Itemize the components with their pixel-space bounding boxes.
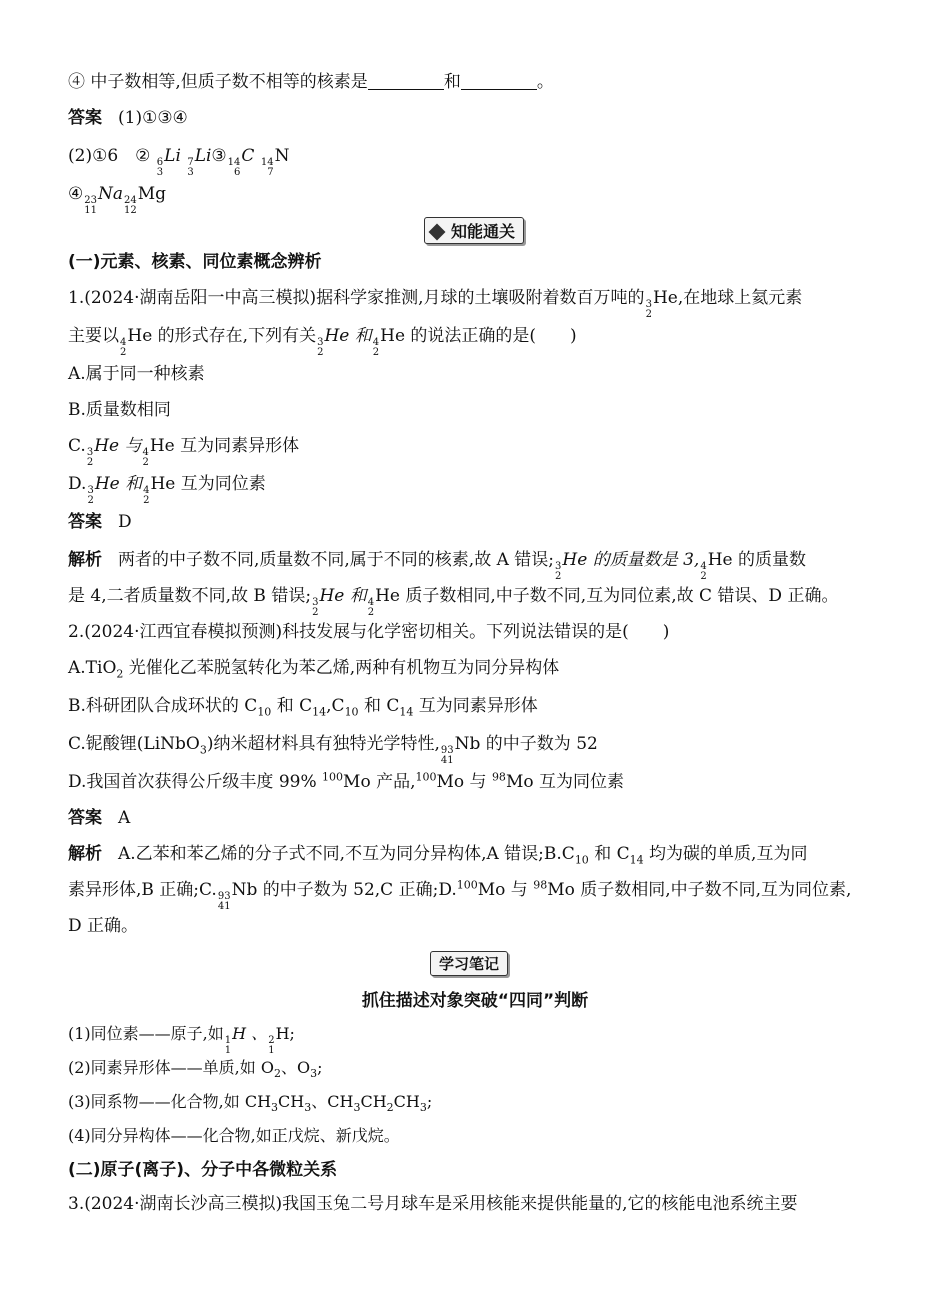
explanation-q2: 解析 A.乙苯和苯乙烯的分子式不同,不互为同分异构体,A 错误$;B.C_{10}$ 和 $C_{14}$ 均为碳的单质,互为同 bbox=[68, 844, 808, 867]
answer-q2: 答案 A bbox=[68, 808, 131, 828]
note-2: (2)同素异形体——单质,如 $O_2$、$O_3$; bbox=[68, 1058, 323, 1081]
explanation-q1-cont: 是 4,二者质量数不同,故 B 错误; 3 2 He 和 4 2 He 质子数相同,中子数不同,互为同位素,故 C 错误、D 正确。 bbox=[68, 586, 839, 618]
explanation-q1: 解析 两者的中子数不同,质量数不同,属于不同的核素,故 A 错误; 3 2 He 的质量数是 3, 4 2 He 的质量数 bbox=[68, 550, 806, 582]
q-part-4: ④ 中子数相等,但质子数不相等的核素是 和 。 bbox=[68, 72, 554, 92]
note-1: (1)同位素——原子,如 1 1 H 、 2 1 H; bbox=[68, 1024, 295, 1056]
notes-tag: 学习笔记 bbox=[430, 951, 508, 976]
section-tag: 知能通关 bbox=[424, 217, 524, 244]
question-1-cont: 主要以 4 2 He 的形式存在,下列有关 3 2 He 和 4 2 He 的说法正确的是( ) bbox=[68, 326, 577, 358]
option-b[interactable]: B.质量数相同 bbox=[68, 400, 171, 420]
answer-label: 答案 bbox=[68, 108, 102, 128]
diamond-icon bbox=[429, 224, 446, 241]
question-1: 1.(2024·湖南岳阳一中高三模拟)据科学家推测,月球的土壤吸附着数百万吨的 3 2 He,在地球上氦元素 bbox=[68, 288, 803, 320]
answer-q1: 答案 D bbox=[68, 512, 132, 532]
option-c[interactable]: C.铌酸锂(LiNbO$_3$)纳米超材料具有独特光学特性, 93 41 Nb 的中子数为 52 bbox=[68, 734, 598, 766]
answer-blank[interactable] bbox=[368, 71, 444, 90]
question-3: 3.(2024·湖南长沙高三模拟)我国玉兔二号月球车是采用核能来提供能量的,它的核能电池系统主要 bbox=[68, 1194, 798, 1214]
option-d[interactable]: D. 3 2 He 和 4 2 He 互为同位素 bbox=[68, 474, 266, 506]
answer-line-2: (2)①6 ② 6 3 Li 7 3 Li③ 14 6 C 14 7 N bbox=[68, 146, 290, 178]
option-b[interactable]: B.科研团队合成环状的 $C_{10}$ 和 $C_{14},C_{10}$ 和 $C_{14}$ 互为同素异形体 bbox=[68, 696, 538, 719]
option-a[interactable]: A.属于同一种核素 bbox=[68, 364, 205, 384]
option-d[interactable]: D.我国首次获得公斤级丰度 99% $^{100}$Mo 产品,$^{100}$Mo 与 $^{98}$Mo 互为同位素 bbox=[68, 770, 624, 792]
option-a[interactable]: A.TiO$_2$ 光催化乙苯脱氢转化为苯乙烯,两种有机物互为同分异构体 bbox=[68, 658, 560, 681]
note-4: (4)同分异构体——化合物,如正戊烷、新戊烷。 bbox=[68, 1126, 400, 1145]
section-heading-2: (二)原子(离子)、分子中各微粒关系 bbox=[68, 1160, 338, 1180]
answer-blank[interactable] bbox=[461, 71, 537, 90]
answer-line-3: ④ 23 11 Na 24 12 Mg bbox=[68, 184, 167, 216]
option-c[interactable]: C. 3 2 He 与 4 2 He 互为同素异形体 bbox=[68, 436, 300, 468]
section-heading-1: (一)元素、核素、同位素概念辨析 bbox=[68, 252, 322, 272]
question-2: 2.(2024·江西宜春模拟预测)科技发展与化学密切相关。下列说法错误的是( ) bbox=[68, 622, 670, 642]
answer-line: 答案 (1)①③④ bbox=[68, 108, 188, 128]
note-3: (3)同系物——化合物,如 $CH_3CH_3$、$CH_3CH_2CH_3$; bbox=[68, 1092, 433, 1115]
explanation-q2-cont: 素异形体,B 正确;C. 93 41 Nb 的中子数为 52,C 正确;D.$^{100}$Mo 与 $^{98}$Mo 质子数相同,中子数不同,互为同位素, bbox=[68, 878, 852, 912]
explanation-q2-end: D 正确。 bbox=[68, 916, 139, 936]
notes-title: 抓住描述对象突破“四同”判断 bbox=[361, 991, 589, 1011]
